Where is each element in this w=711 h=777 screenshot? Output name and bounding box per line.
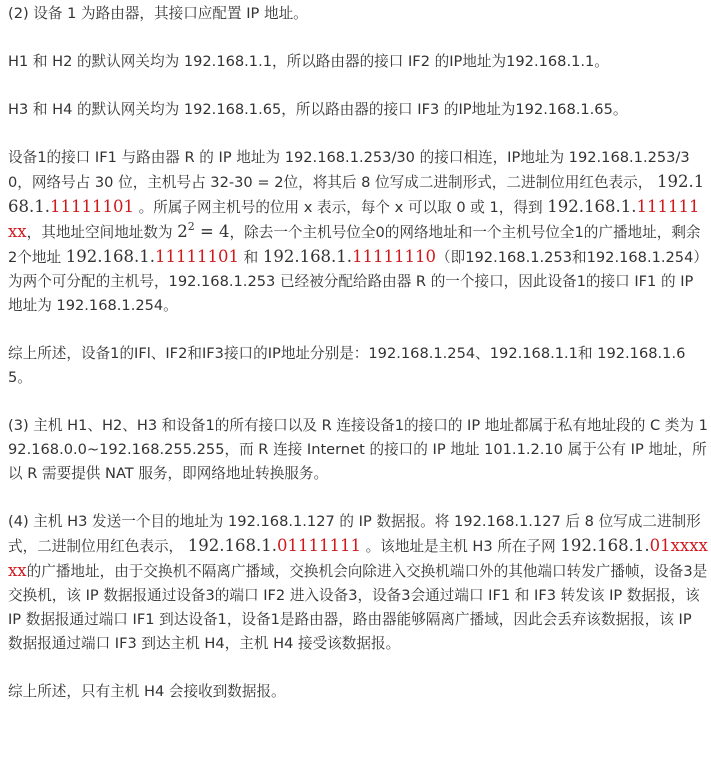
paragraph-device1-router: (2) 设备 1 为路由器，其接口应配置 IP 地址。 [8,5,308,22]
paragraph-if3-address: H3 和 H4 的默认网关均为 192.168.1.65，所以路由器的接口 IF3 的IP地址为192.168.1.65。 [8,101,628,118]
math-binary-bits: 01111111 [277,536,361,555]
text-segment: 。所属子网主机号的位用 x 表示，每个 x 可以取 0 或 1，得到 [138,199,543,216]
math-ip-prefix: 192.168.1. [560,536,650,555]
paragraph-if2-address: H1 和 H2 的默认网关均为 192.168.1.1，所以路由器的接口 IF2 的IP地址为192.168.1.1。 [8,53,609,70]
paragraph-broadcast-analysis [8,510,708,656]
math-ip-prefix: 192.168.1. [262,247,353,266]
math-binary-bits: 11111101 [49,197,134,216]
math-binary-bits: 01xxxxxx [8,536,708,580]
math-address-count [177,222,229,241]
math-exponent: 2 [187,220,195,233]
math-ip-binary-127 [188,536,361,555]
paragraph-nat-service: (3) 主机 H1、H2、H3 和设备1的所有接口以及 R 连接设备1的接口的 IP 地址都属于私有地址段的 C 类为 192.168.0.0~192.168.255.255，而 R 连接 Internet 的接口的 IP 地址 101.1.2.10 属于公有 IP 地址，所以 R 需要提供 NAT 服务，即网络地址转换服务。 [8,417,708,482]
text-segment: 。该地址是主机 H3 所在子网 [365,538,556,555]
math-ip-prefix: 192.168.1. [547,197,637,216]
math-equals: = 4 [199,222,230,241]
math-binary-bits: 111111xx [8,197,700,241]
paragraph-conclusion: 综上所述，只有主机 H4 会接收到数据报。 [8,683,286,700]
paragraph-summary-addresses: 综上所述，设备1的IFl、IF2和IF3接口的IP地址分别是：192.168.1.254、192.168.1.1和 192.168.1.65。 [8,345,686,386]
text-segment: (4) 主机 H3 发送一个目的地址为 192.168.1.127 的 IP 数据报。将 192.168.1.127 后 8 位写成二进制形式，二进制位用红色表示， [8,513,701,555]
math-binary-bits: 11111101 [154,247,239,266]
text-segment: ，除去一个主机号位全0的网络地址和一个主机号位全1的广播地址，剩余2个地址 [8,224,701,266]
math-ip-prefix: 192.168.1. [65,247,155,266]
paragraph-if1-derivation [8,146,708,318]
text-segment: ，其地址空间地址数为 [26,224,173,241]
text-segment: 的广播地址，由于交换机不隔离广播域，交换机会向除进入交换机端口外的其他端口转发广播帧，设备3是交换机，该 IP 数据报通过设备3的端口 IF2 进入设备3，设备3会通过端口 IF1 和 IF3 转发该 IP 数据报，该 IP 数据报通过端口 IF1 到达设备1，设备1是路由器，路由器能够隔离广播域，因此会丢弃该数据报，该 IP 数据报通过端口 IF3 到达主机 H4，主机 H4 接受该数据报。 [8,563,708,652]
text-segment: （即192.168.1.253和192.168.1.254）为两个可分配的主机号，192.168.1.253 已经被分配给路由器 R 的一个接口，因此设备1的接口 IF1 的 IP 地址为 192.168.1.254。 [8,249,708,314]
math-ip-prefix: 192.168.1. [8,172,705,216]
math-base: 2 [177,222,188,241]
math-binary-bits: 11111110 [352,247,437,266]
math-ip-prefix: 192.168.1. [187,536,278,555]
text-segment: 和 [243,249,259,266]
math-ip-binary-253b [66,247,239,266]
math-ip-binary-254 [263,247,436,266]
text-segment: 设备1的接口 IF1 与路由器 R 的 IP 地址为 192.168.1.253/30 的接口相连，IP地址为 192.168.1.253/30，网络号占 30 位，主机号占 32-30 = 2位，将其后 8 位写成二进制形式，二进制位用红色表示， [8,149,690,191]
